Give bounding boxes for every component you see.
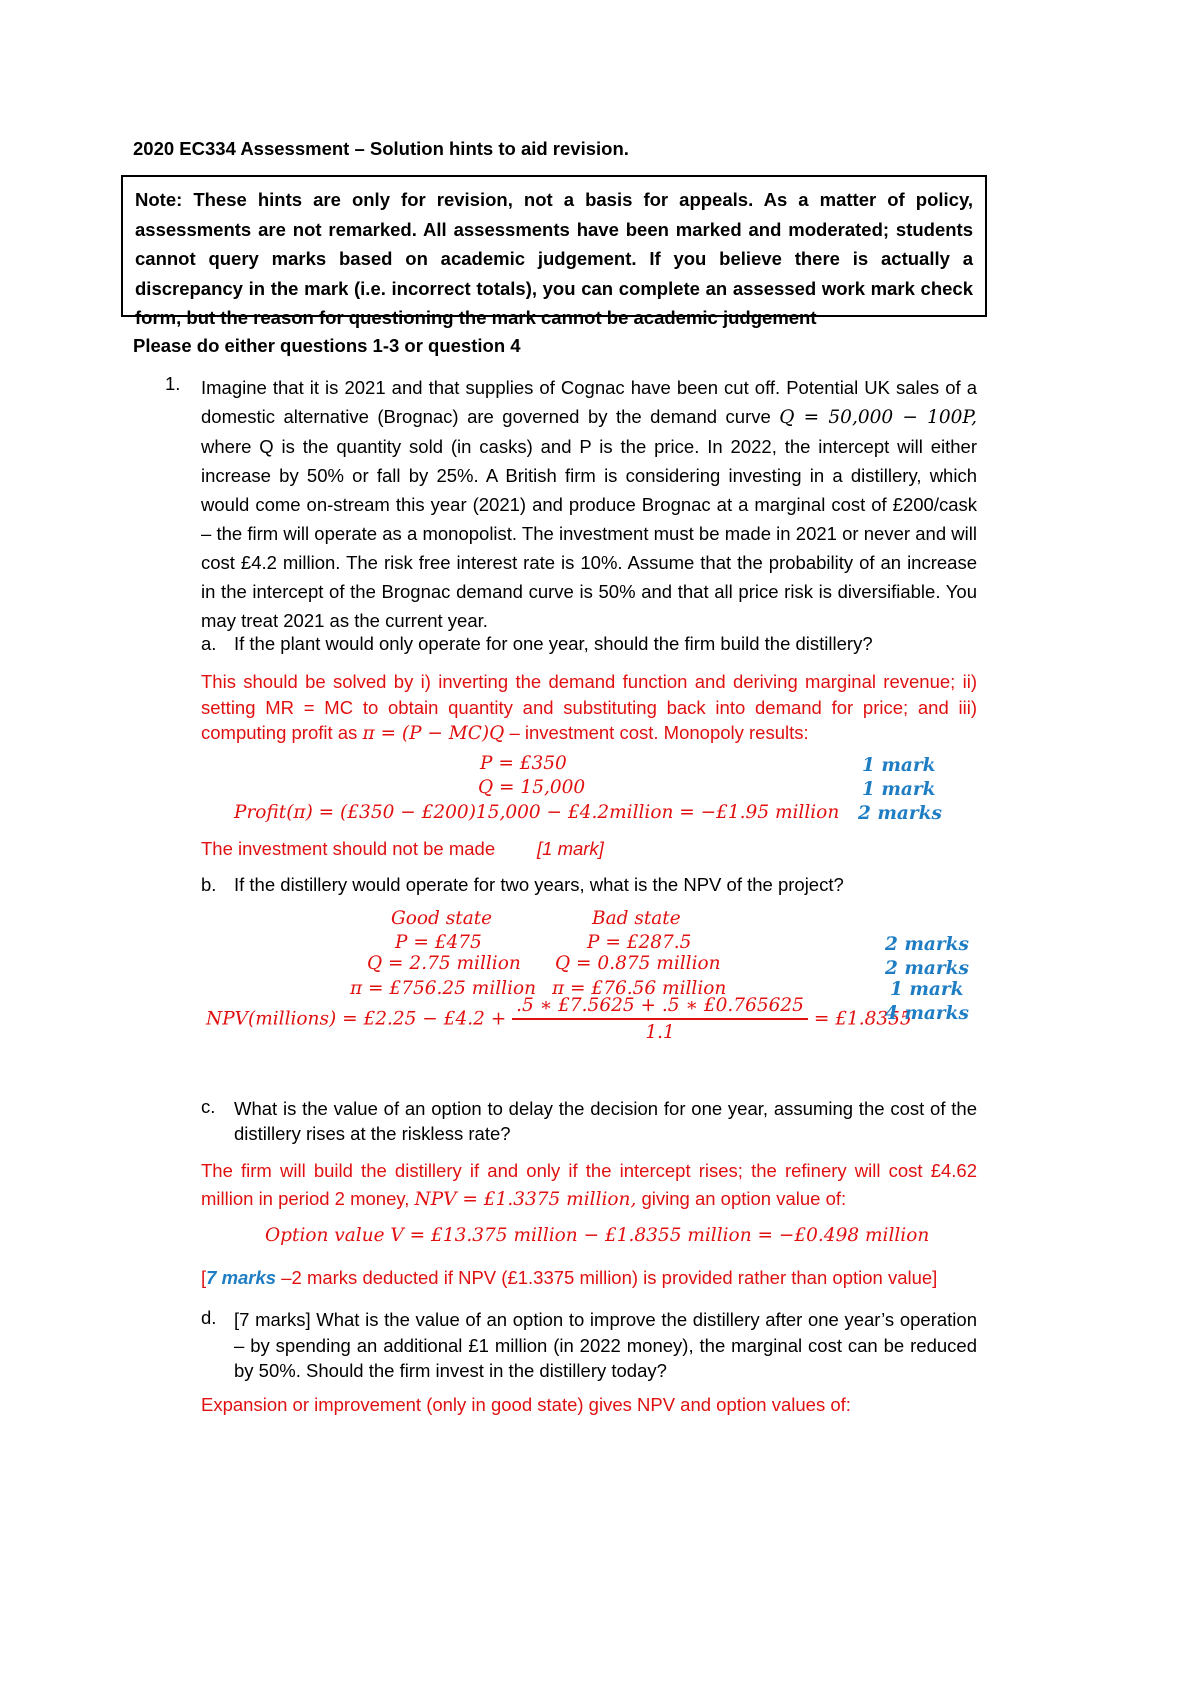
good-state-heading: Good state [391, 908, 493, 929]
part-a-question: If the plant would only operate for one year, should the firm build the distillery? [234, 633, 873, 654]
note-text: Note: These hints are only for revision, not a basis for appeals. As a matter of policy, assessments are not remarked. All assessments have been marked and moderated; students cannot query marks based on academic judgement. If you believe there is actually a discrepancy in the mark (i.e. incorrect totals), you can complete an assessed work mark check form, but the reason for questioning the mark cannot be academic judgement [135, 189, 973, 328]
part-c-marks-rest: –2 marks deducted if NPV (£1.3375 million) is provided rather than option value] [276, 1267, 938, 1288]
part-d-question: [7 marks] What is the value of an option to improve the distillery after one year’s operation – by spending an additional £1 million (in 2022 money), the marginal cost can be reduced by 50%. Should the firm invest in the distillery today? [234, 1309, 977, 1381]
part-a-mark-2: 1 mark [862, 779, 936, 800]
part-b-question: If the distillery would operate for two years, what is the NPV of the project? [234, 874, 844, 895]
good-state-quantity: Q = 2.75 million [367, 953, 521, 974]
part-a-answer-pre: This should be solved by i) inverting the demand function and deriving marginal revenue; ii) setting MR = MC to obtain quantity and substituting back into demand for price; and iii) computing profit as [201, 671, 977, 743]
bad-state-price: P = £287.5 [587, 932, 692, 953]
part-a-conclusion: The investment should not be made [201, 838, 496, 859]
question-1-text [201, 373, 977, 635]
part-c-npv: NPV = £1.3375 million, [414, 1189, 637, 1210]
npv-right: = £1.8355 [813, 1008, 912, 1030]
npv-equation [206, 995, 912, 1043]
npv-fraction [512, 995, 808, 1043]
part-b-label: b. [201, 874, 217, 895]
instruction-text: Please do either questions 1-3 or question 4 [133, 335, 521, 356]
part-a-mark-1: 1 mark [862, 755, 936, 776]
part-a-profit: Profit(π) = (£350 − £200)15,000 − £4.2million = −£1.95 million [234, 802, 840, 823]
part-c-answer-pre: The firm will build the distillery if and only if the intercept rises; the refinery will cost £4.62 million in period 2 money, [201, 1160, 977, 1209]
part-c-marks [201, 1267, 937, 1289]
npv-denominator: 1.1 [645, 1022, 675, 1043]
part-b-mark-2: 2 marks [885, 958, 969, 979]
question-1-text-a: Imagine that it is 2021 and that supplies of Cognac have been cut off. Potential UK sales of a domestic alternative (Brognac) are governed by the demand curve [201, 377, 977, 427]
page-title: 2020 EC334 Assessment – Solution hints to aid revision. [133, 138, 629, 159]
part-c-marks-value: 7 marks [206, 1267, 277, 1288]
part-a-price: P = £350 [480, 753, 567, 774]
question-1-text-b: where Q is the quantity sold (in casks) and P is the price. In 2022, the intercept will either increase by 50% or fall by 25%. A British firm is considering investing in a distillery, which would come on-stream this year (2021) and produce Brognac at a marginal cost of £200/cask – the firm will operate as a monopolist. The investment must be made in 2021 or never and will cost £4.2 million. The risk free interest rate is 10%. Assume that the probability of an increase in the intercept of the Brognac demand curve is 50% and that all price risk is diversifiable. You may treat 2021 as the current year. [201, 436, 977, 631]
question-1-number: 1. [165, 373, 181, 394]
note-box [121, 175, 987, 328]
part-a-quantity: Q = 15,000 [478, 777, 586, 798]
part-a-answer-post: – investment cost. Monopoly results: [509, 722, 809, 743]
part-d-answer: Expansion or improvement (only in good state) gives NPV and option values of: [201, 1394, 851, 1415]
part-d-label: d. [201, 1307, 217, 1328]
part-c-answer [201, 1157, 977, 1214]
bad-state-quantity: Q = 0.875 million [555, 953, 721, 974]
part-a-answer [201, 669, 977, 747]
profit-formula: π = (P − MC)Q [362, 723, 505, 744]
part-b-mark-3: 1 mark [890, 979, 964, 1000]
part-a-label: a. [201, 633, 217, 654]
bad-state-profit: π = £76.56 million [552, 978, 727, 999]
part-b-mark-4: 4 marks [885, 1003, 969, 1024]
part-a-conclusion-mark: [1 mark] [537, 838, 604, 859]
bad-state-heading: Bad state [592, 908, 681, 929]
part-b-mark-1: 2 marks [885, 934, 969, 955]
npv-left: NPV(millions) = £2.25 − £4.2 + [206, 1008, 507, 1030]
part-c-answer-post: giving an option value of: [641, 1188, 847, 1209]
part-c-question: What is the value of an option to delay the decision for one year, assuming the cost of the distillery rises at the riskless rate? [234, 1098, 977, 1144]
option-value-equation: Option value V = £13.375 million − £1.8355 million = −£0.498 million [265, 1225, 930, 1246]
part-c-label: c. [201, 1096, 216, 1117]
good-state-profit: π = £756.25 million [350, 978, 537, 999]
npv-numerator: .5 ∗ £7.5625 + .5 ∗ £0.765625 [512, 995, 808, 1020]
part-c-marks-open: [ [201, 1267, 207, 1288]
demand-equation: Q = 50,000 − 100P, [779, 407, 977, 428]
good-state-price: P = £475 [395, 932, 482, 953]
part-a-mark-3: 2 marks [858, 803, 942, 824]
